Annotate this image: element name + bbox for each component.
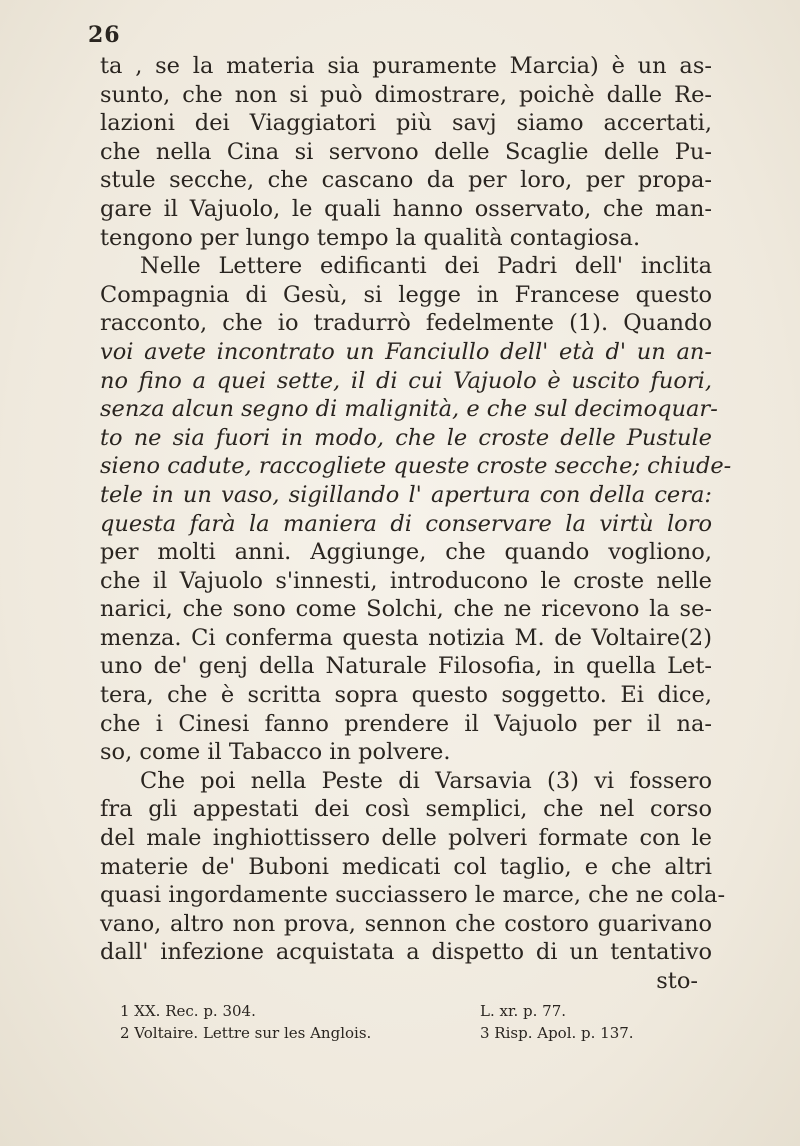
text-line: ta , se la materia sia puramente Marcia) è un as- bbox=[100, 53, 712, 79]
text-line: Che poi nella Peste di Varsavia (3) vi fossero bbox=[140, 767, 712, 794]
text-line: Nelle Lettere edificanti dei Padri dell' inclita bbox=[140, 253, 712, 280]
text-line: no fino a quei sette, il di cui Vajuolo è uscito fuori, bbox=[100, 367, 712, 394]
text-line: menza. Ci conferma questa notizia M. de Voltaire(2) bbox=[100, 624, 712, 651]
text-line: che i Cinesi fanno prendere il Vajuolo per il na- bbox=[100, 710, 712, 737]
text-line: narici, che sono come Solchi, che ne ricevono la se- bbox=[100, 596, 712, 623]
text-line: materie de' Buboni medicati col taglio, e che altri bbox=[100, 853, 712, 880]
footnote-3: 3 Risp. Apol. p. 137. bbox=[480, 1024, 634, 1042]
footnote-row bbox=[120, 1022, 700, 1044]
page-number: 26 bbox=[88, 22, 121, 48]
text-line: dall' infezione acquistata a dispetto di un tentativo bbox=[100, 939, 712, 966]
footnotes bbox=[120, 1000, 700, 1044]
footnote-1-cont: L. xr. p. 77. bbox=[480, 1002, 567, 1020]
catchword: sto- bbox=[656, 968, 698, 994]
text-line: sieno cadute, raccogliete queste croste secche; chiude- bbox=[100, 453, 732, 480]
text-line: che il Vajuolo s'innesti, introducono le croste nelle bbox=[100, 567, 712, 594]
footnote-1: 1 XX. Rec. p. 304. bbox=[120, 1002, 256, 1020]
text-line: racconto, che io tradurrò fedelmente (1). Quando bbox=[100, 310, 712, 337]
text-line: tera, che è scritta sopra questo soggetto. Ei dice, bbox=[100, 682, 712, 709]
text-line: stule secche, che cascano da per loro, per propa- bbox=[100, 167, 712, 194]
text-line: Compagnia di Gesù, si legge in Francese questo bbox=[100, 281, 712, 308]
text-line: tengono per lungo tempo la qualità contagiosa. bbox=[100, 224, 641, 251]
text-line: to ne sia fuori in modo, che le croste delle Pustule bbox=[100, 424, 712, 451]
text-line: lazioni dei Viaggiatori più savj siamo accertati, bbox=[100, 110, 712, 137]
text-line: che nella Cina si servono delle Scaglie delle Pu- bbox=[100, 138, 712, 165]
text-line: gare il Vajuolo, le quali hanno osservato, che man- bbox=[100, 195, 712, 222]
text-line: tele in un vaso, sigillando l' apertura con della cera: bbox=[100, 481, 712, 508]
text-line: uno de' genj della Naturale Filosofia, in quella Let- bbox=[100, 653, 712, 680]
body-text bbox=[100, 52, 732, 996]
footnote-row bbox=[120, 1000, 700, 1022]
text-line: voi avete incontrato un Fanciullo dell' età d' un an- bbox=[100, 338, 712, 365]
text-line: senza alcun segno di malignità, e che sul decimoquar- bbox=[100, 396, 718, 423]
text-line: vano, altro non prova, sennon che costoro guarivano bbox=[100, 910, 712, 937]
footnote-2: 2 Voltaire. Lettre sur les Anglois. bbox=[120, 1024, 372, 1042]
text-line: del male inghiottissero delle polveri formate con le bbox=[100, 825, 712, 852]
text-line: sunto, che non si può dimostrare, poichè dalle Re- bbox=[100, 81, 712, 108]
text-line: so, come il Tabacco in polvere. bbox=[100, 739, 451, 766]
text-line: fra gli appestati dei così semplici, che nel corso bbox=[100, 796, 712, 823]
text-line: questa farà la maniera di conservare la virtù loro bbox=[100, 510, 712, 537]
text-line: quasi ingordamente succiassero le marce, che ne cola- bbox=[100, 882, 726, 909]
text-line: per molti anni. Aggiunge, che quando vogliono, bbox=[100, 539, 712, 566]
